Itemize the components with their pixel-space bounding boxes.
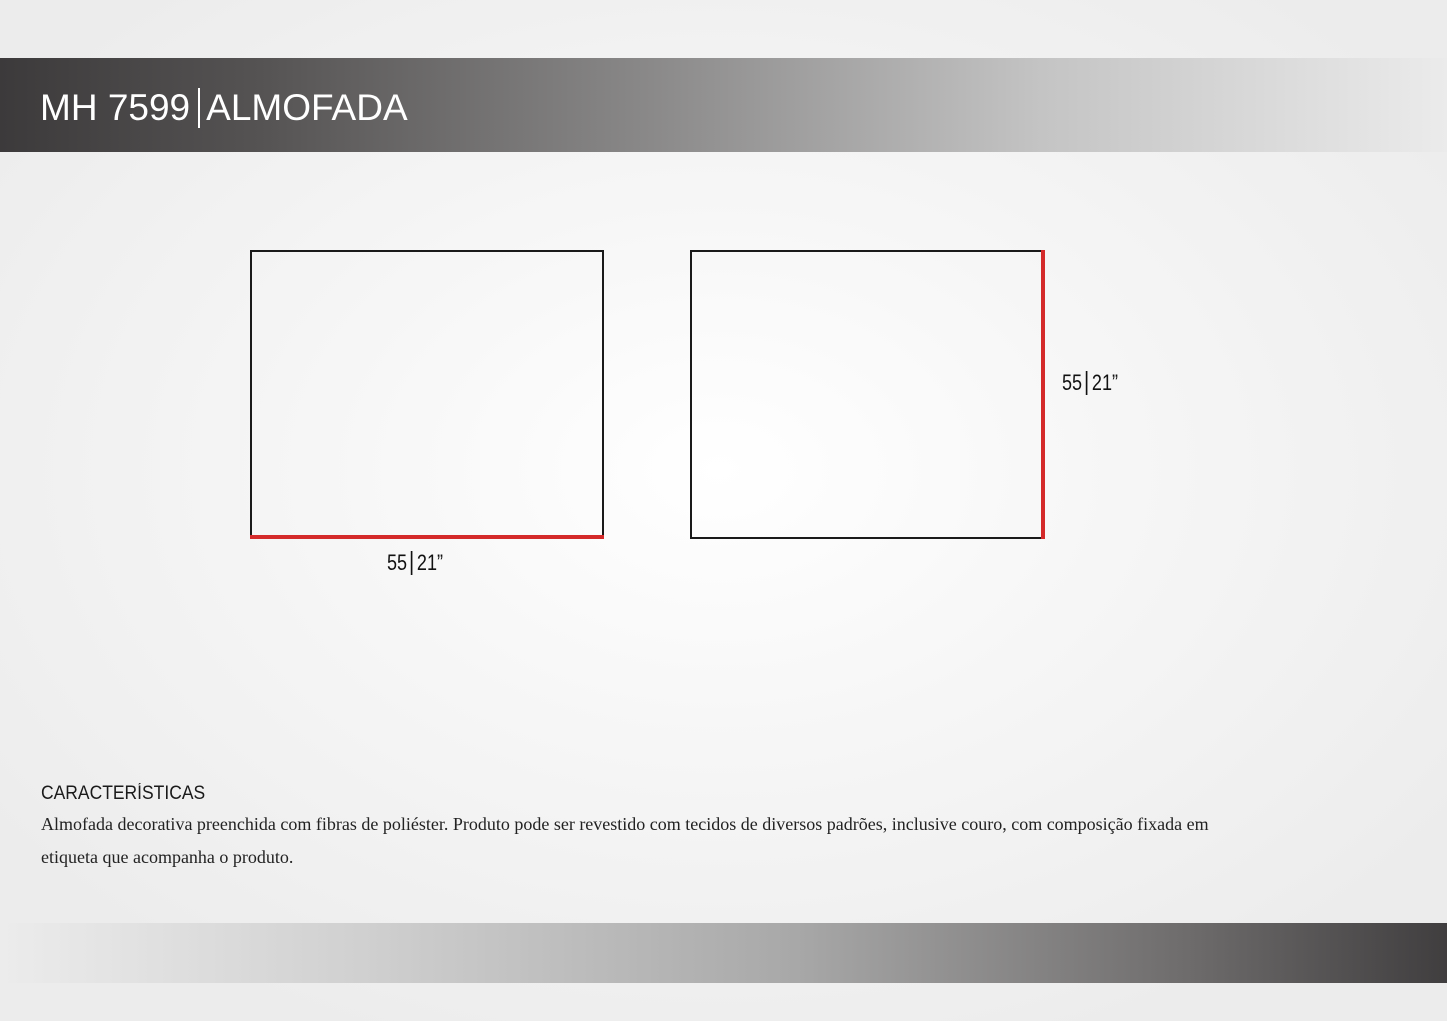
height-dimension-line (1041, 250, 1045, 539)
side-view-drawing (690, 250, 1045, 539)
title-separator (198, 88, 200, 128)
height-in: 21” (1091, 370, 1118, 395)
height-cm: 55 (1062, 370, 1083, 395)
product-name: ALMOFADA (206, 87, 408, 128)
footer-band (0, 923, 1447, 983)
front-view-drawing (250, 250, 604, 539)
page-title (40, 86, 408, 130)
dimension-separator (411, 551, 413, 575)
height-dimension-label (1062, 370, 1118, 396)
width-cm: 55 (387, 550, 408, 575)
width-in: 21” (416, 550, 443, 575)
features-title: CARACTERÍSTICAS (41, 783, 206, 804)
product-code: MH 7599 (40, 87, 191, 128)
width-dimension-line (250, 535, 604, 539)
width-dimension-label (387, 550, 443, 576)
dimension-separator (1086, 371, 1088, 395)
features-description: Almofada decorativa preenchida com fibras de poliéster. Produto pode ser revestido com tecidos de diversos padrões, inclusive couro, com composição fixada em etiqueta que acompanha o produto. (41, 814, 1209, 867)
